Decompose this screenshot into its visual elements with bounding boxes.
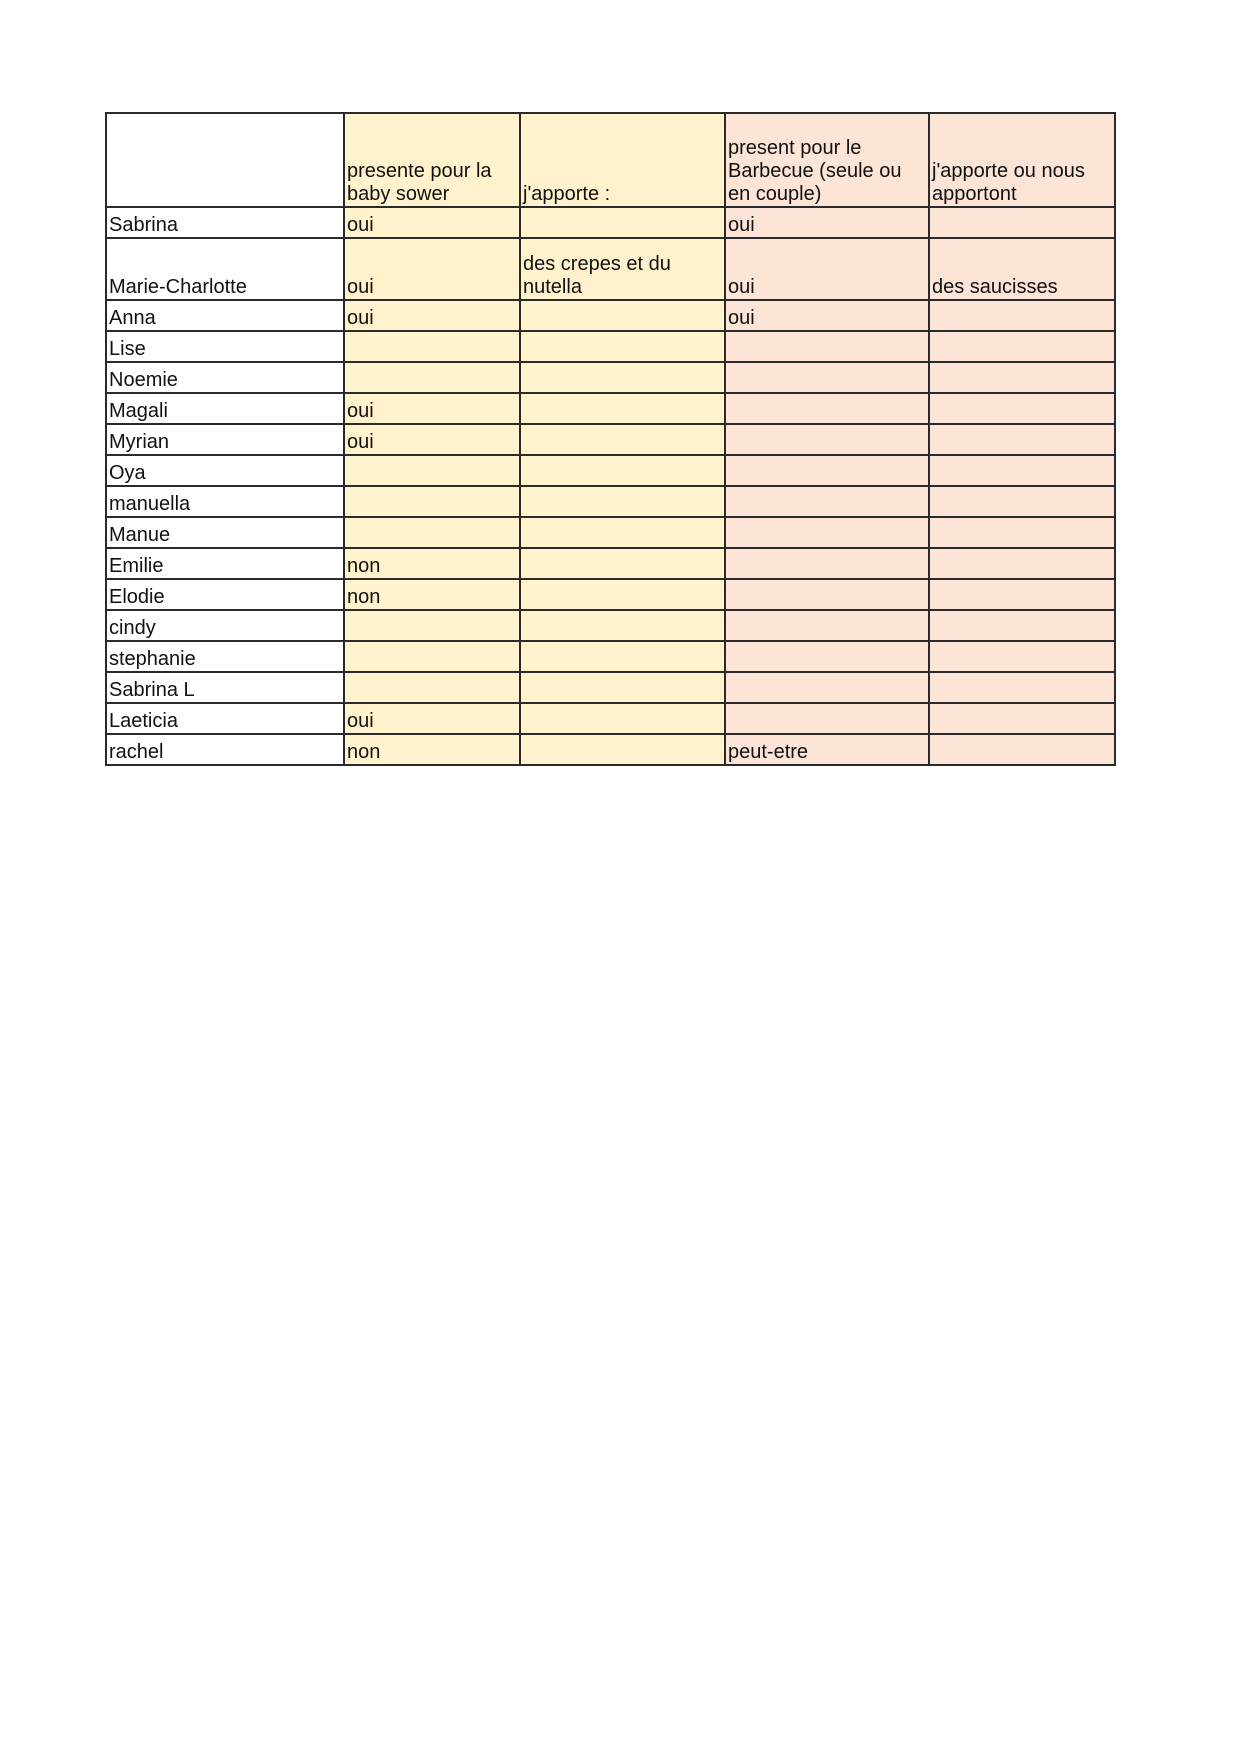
barbecue-bring-cell[interactable] (929, 300, 1115, 331)
header-name[interactable] (106, 113, 344, 207)
baby-shower-cell[interactable] (344, 672, 520, 703)
name-cell[interactable]: Laeticia (106, 703, 344, 734)
name-cell[interactable]: Elodie (106, 579, 344, 610)
barbecue-cell[interactable] (725, 579, 929, 610)
baby-shower-cell[interactable]: oui (344, 207, 520, 238)
bring-cell[interactable] (520, 548, 725, 579)
barbecue-cell[interactable] (725, 517, 929, 548)
bring-cell[interactable] (520, 641, 725, 672)
barbecue-cell[interactable]: oui (725, 238, 929, 300)
name-cell[interactable]: Lise (106, 331, 344, 362)
barbecue-cell[interactable]: peut-etre (725, 734, 929, 765)
barbecue-bring-cell[interactable] (929, 579, 1115, 610)
table-row (106, 300, 1115, 331)
guest-sheet (105, 112, 1116, 766)
table-row (106, 703, 1115, 734)
baby-shower-cell[interactable]: oui (344, 703, 520, 734)
bring-cell[interactable] (520, 393, 725, 424)
name-cell[interactable]: cindy (106, 610, 344, 641)
barbecue-cell[interactable] (725, 424, 929, 455)
bring-cell[interactable] (520, 579, 725, 610)
bring-cell[interactable] (520, 207, 725, 238)
barbecue-cell[interactable]: oui (725, 207, 929, 238)
bring-cell[interactable] (520, 455, 725, 486)
baby-shower-cell[interactable] (344, 610, 520, 641)
bring-cell[interactable] (520, 517, 725, 548)
bring-cell[interactable] (520, 734, 725, 765)
barbecue-cell[interactable] (725, 362, 929, 393)
name-cell[interactable]: Oya (106, 455, 344, 486)
barbecue-bring-cell[interactable] (929, 393, 1115, 424)
name-cell[interactable]: Noemie (106, 362, 344, 393)
barbecue-cell[interactable] (725, 641, 929, 672)
barbecue-cell[interactable] (725, 610, 929, 641)
bring-cell[interactable] (520, 424, 725, 455)
baby-shower-cell[interactable]: oui (344, 300, 520, 331)
header-row (106, 113, 1115, 207)
table-row (106, 393, 1115, 424)
baby-shower-cell[interactable] (344, 517, 520, 548)
barbecue-cell[interactable] (725, 486, 929, 517)
baby-shower-cell[interactable]: oui (344, 424, 520, 455)
table-row (106, 238, 1115, 300)
bring-cell[interactable] (520, 672, 725, 703)
bring-cell[interactable]: des crepes et du nutella (520, 238, 725, 300)
header-barbecue-bring[interactable]: j'apporte ou nous apportont (929, 113, 1115, 207)
header-bring[interactable]: j'apporte : (520, 113, 725, 207)
barbecue-bring-cell[interactable]: des saucisses (929, 238, 1115, 300)
barbecue-bring-cell[interactable] (929, 517, 1115, 548)
bring-cell[interactable] (520, 331, 725, 362)
barbecue-cell[interactable] (725, 548, 929, 579)
baby-shower-cell[interactable]: oui (344, 238, 520, 300)
barbecue-bring-cell[interactable] (929, 672, 1115, 703)
barbecue-bring-cell[interactable] (929, 548, 1115, 579)
table-row (106, 424, 1115, 455)
name-cell[interactable]: manuella (106, 486, 344, 517)
barbecue-cell[interactable] (725, 455, 929, 486)
table-row (106, 672, 1115, 703)
name-cell[interactable]: Emilie (106, 548, 344, 579)
name-cell[interactable]: Myrian (106, 424, 344, 455)
barbecue-bring-cell[interactable] (929, 641, 1115, 672)
baby-shower-cell[interactable] (344, 641, 520, 672)
barbecue-bring-cell[interactable] (929, 610, 1115, 641)
table-row (106, 331, 1115, 362)
table-row (106, 548, 1115, 579)
barbecue-cell[interactable] (725, 393, 929, 424)
table-row (106, 579, 1115, 610)
table-row (106, 734, 1115, 765)
baby-shower-cell[interactable]: non (344, 734, 520, 765)
table-row (106, 517, 1115, 548)
barbecue-cell[interactable]: oui (725, 300, 929, 331)
bring-cell[interactable] (520, 703, 725, 734)
table-row (106, 207, 1115, 238)
name-cell[interactable]: Sabrina L (106, 672, 344, 703)
baby-shower-cell[interactable] (344, 362, 520, 393)
barbecue-cell[interactable] (725, 331, 929, 362)
bring-cell[interactable] (520, 362, 725, 393)
table-row (106, 610, 1115, 641)
name-cell[interactable]: stephanie (106, 641, 344, 672)
name-cell[interactable]: rachel (106, 734, 344, 765)
barbecue-bring-cell[interactable] (929, 362, 1115, 393)
table-row (106, 641, 1115, 672)
barbecue-cell[interactable] (725, 672, 929, 703)
header-baby-shower[interactable]: presente pour la baby sower (344, 113, 520, 207)
baby-shower-cell[interactable]: oui (344, 393, 520, 424)
bring-cell[interactable] (520, 610, 725, 641)
barbecue-bring-cell[interactable] (929, 734, 1115, 765)
barbecue-cell[interactable] (725, 703, 929, 734)
barbecue-bring-cell[interactable] (929, 207, 1115, 238)
barbecue-bring-cell[interactable] (929, 455, 1115, 486)
baby-shower-cell[interactable]: non (344, 579, 520, 610)
barbecue-bring-cell[interactable] (929, 424, 1115, 455)
name-cell[interactable]: Marie-Charlotte (106, 238, 344, 300)
bring-cell[interactable] (520, 300, 725, 331)
bring-cell[interactable] (520, 486, 725, 517)
baby-shower-cell[interactable] (344, 455, 520, 486)
table-row (106, 486, 1115, 517)
barbecue-bring-cell[interactable] (929, 703, 1115, 734)
name-cell[interactable]: Sabrina (106, 207, 344, 238)
header-barbecue[interactable]: present pour le Barbecue (seule ou en couple) (725, 113, 929, 207)
name-cell[interactable]: Anna (106, 300, 344, 331)
barbecue-bring-cell[interactable] (929, 331, 1115, 362)
name-cell[interactable]: Magali (106, 393, 344, 424)
table-row (106, 455, 1115, 486)
barbecue-bring-cell[interactable] (929, 486, 1115, 517)
table-row (106, 362, 1115, 393)
baby-shower-cell[interactable]: non (344, 548, 520, 579)
baby-shower-cell[interactable] (344, 331, 520, 362)
baby-shower-cell[interactable] (344, 486, 520, 517)
name-cell[interactable]: Manue (106, 517, 344, 548)
